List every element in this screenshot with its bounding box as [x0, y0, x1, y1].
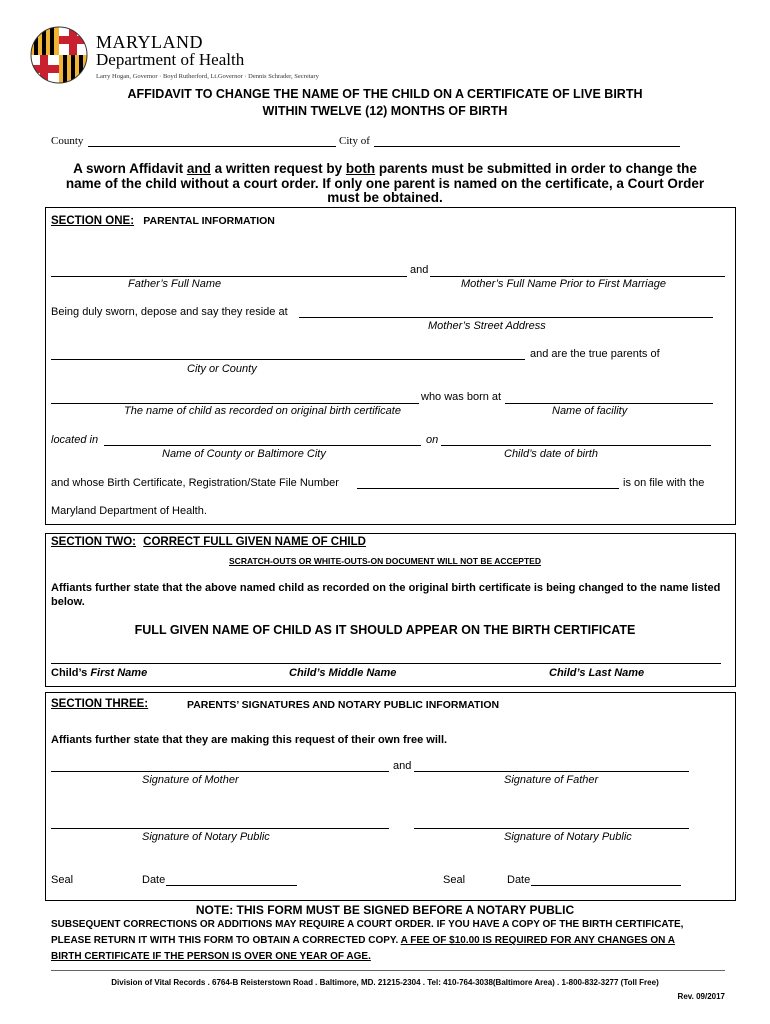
file-number-field[interactable] — [357, 488, 619, 489]
city-label: City of — [339, 135, 370, 147]
middle-name-label: Child’s Middle Name — [289, 667, 397, 679]
date-field-2[interactable] — [531, 885, 681, 886]
notary-signature-label-1: Signature of Notary Public — [142, 831, 270, 843]
county-label: County — [51, 135, 84, 147]
and-word-signatures: and — [393, 760, 412, 772]
county-field[interactable] — [88, 146, 336, 147]
mdh-text: Maryland Department of Health. — [51, 505, 207, 517]
date-label-1: Date — [142, 874, 166, 886]
father-signature-field[interactable] — [414, 771, 689, 772]
notice-line3: must be obtained. — [327, 190, 443, 205]
free-will-statement: Affiants further state that they are making this request of their own free will. — [51, 734, 448, 746]
mother-name-label: Mother’s Full Name Prior to First Marriage — [461, 278, 666, 290]
section-two-statement-line1: Affiants further state that the above named child as recorded on the original birth certificate is being changed to the name listed — [51, 582, 721, 594]
mother-signature-label: Signature of Mother — [142, 774, 239, 786]
section-three-heading: SECTION THREE: — [51, 698, 149, 710]
notary-signature-field-2[interactable] — [414, 828, 689, 829]
father-name-field[interactable] — [51, 276, 407, 277]
father-signature-label: Signature of Father — [504, 774, 599, 786]
county-city-field[interactable] — [104, 445, 421, 446]
section-two-heading: SECTION TWO: CORRECT FULL GIVEN NAME OF CHILD — [51, 536, 366, 548]
county-city-label: Name of County or Baltimore City — [162, 448, 326, 460]
first-name-label: Child’s First Name — [51, 667, 148, 679]
facility-field[interactable] — [505, 403, 713, 404]
section-three-box — [45, 692, 736, 901]
and-word: and — [410, 264, 429, 276]
file-number-text: and whose Birth Certificate, Registration/State File Number — [51, 477, 339, 489]
form-title-line2: WITHIN TWELVE (12) MONTHS OF BIRTH — [262, 104, 508, 118]
officials-line: Larry Hogan, Governor · Boyd Rutherford, Lt.Governor · Dennis Schrader, Secretary — [96, 73, 319, 80]
maryland-flag-logo — [30, 26, 88, 84]
date-field-1[interactable] — [166, 885, 297, 886]
footer-divider — [51, 970, 725, 971]
born-at-text: who was born at — [421, 391, 502, 403]
mother-name-field[interactable] — [430, 276, 725, 277]
org-name-line1: MARYLAND — [96, 32, 204, 52]
notice-line2: name of the child without a court order. If only one parent is named on the certificate, a Court Order — [65, 176, 705, 191]
scratch-out-warning: SCRATCH-OUTS OR WHITE-OUTS-ON DOCUMENT WILL NOT BE ACCEPTED — [229, 556, 541, 566]
seal-label-2: Seal — [443, 874, 466, 886]
city-field[interactable] — [374, 146, 680, 147]
section-two-statement-line2: below. — [51, 596, 85, 608]
org-name-line2: Department of Health — [96, 50, 245, 69]
sworn-text: Being duly sworn, depose and say they reside at — [51, 306, 288, 318]
seal-label-1: Seal — [51, 874, 74, 886]
on-file-text: is on file with the — [623, 477, 705, 489]
father-name-label: Father’s Full Name — [128, 278, 222, 290]
facility-label: Name of facility — [552, 405, 628, 417]
footer-contact: Division of Vital Records . 6764-B Reisterstown Road . Baltimore, MD. 21215-2304 . Tel: 410-764-3038(Baltimore Area) . 1-800-832-3277 (Toll Free) — [111, 978, 659, 987]
note-heading: NOTE: THIS FORM MUST BE SIGNED BEFORE A NOTARY PUBLIC — [195, 903, 575, 917]
full-name-heading: FULL GIVEN NAME OF CHILD AS IT SHOULD APPEAR ON THE BIRTH CERTIFICATE — [134, 623, 636, 637]
on-word: on — [426, 434, 439, 446]
child-name-label: The name of child as recorded on original birth certificate — [124, 405, 401, 417]
revision-date: Rev. 09/2017 — [677, 992, 725, 1001]
last-name-label: Child’s Last Name — [549, 667, 645, 679]
city-county-label: City or County — [187, 363, 257, 375]
notary-signature-label-2: Signature of Notary Public — [504, 831, 632, 843]
note-line2: PLEASE RETURN IT WITH THIS FORM TO OBTAIN A CORRECTED COPY. A FEE OF $10.00 IS REQUIRED FOR ANY CHANGES ON A — [51, 935, 675, 946]
city-county-field[interactable] — [51, 359, 525, 360]
dob-field[interactable] — [441, 445, 711, 446]
section-one-heading: SECTION ONE: PARENTAL INFORMATION — [51, 215, 275, 227]
true-parents-text: and are the true parents of — [530, 348, 660, 360]
note-line3: BIRTH CERTIFICATE IF THE PERSON IS OVER ONE YEAR OF AGE. — [51, 951, 371, 962]
date-label-2: Date — [507, 874, 531, 886]
note-line1: SUBSEQUENT CORRECTIONS OR ADDITIONS MAY REQUIRE A COURT ORDER. IF YOU HAVE A COPY OF THE BIRTH CERTIFICATE, — [51, 919, 684, 930]
section-three-subheading: PARENTS’ SIGNATURES AND NOTARY PUBLIC INFORMATION — [187, 699, 500, 711]
notice-line1: A sworn Affidavit and a written request by both parents must be submitted in order to change the — [73, 161, 697, 176]
mother-signature-field[interactable] — [51, 771, 389, 772]
located-in-text: located in — [51, 434, 99, 446]
street-address-field[interactable] — [299, 317, 713, 318]
dob-label: Child’s date of birth — [504, 448, 598, 460]
child-full-name-field[interactable] — [51, 663, 721, 664]
notary-signature-field-1[interactable] — [51, 828, 389, 829]
child-name-field[interactable] — [51, 403, 419, 404]
street-address-label: Mother’s Street Address — [428, 320, 546, 332]
form-title-line1: AFFIDAVIT TO CHANGE THE NAME OF THE CHILD ON A CERTIFICATE OF LIVE BIRTH — [127, 87, 643, 101]
